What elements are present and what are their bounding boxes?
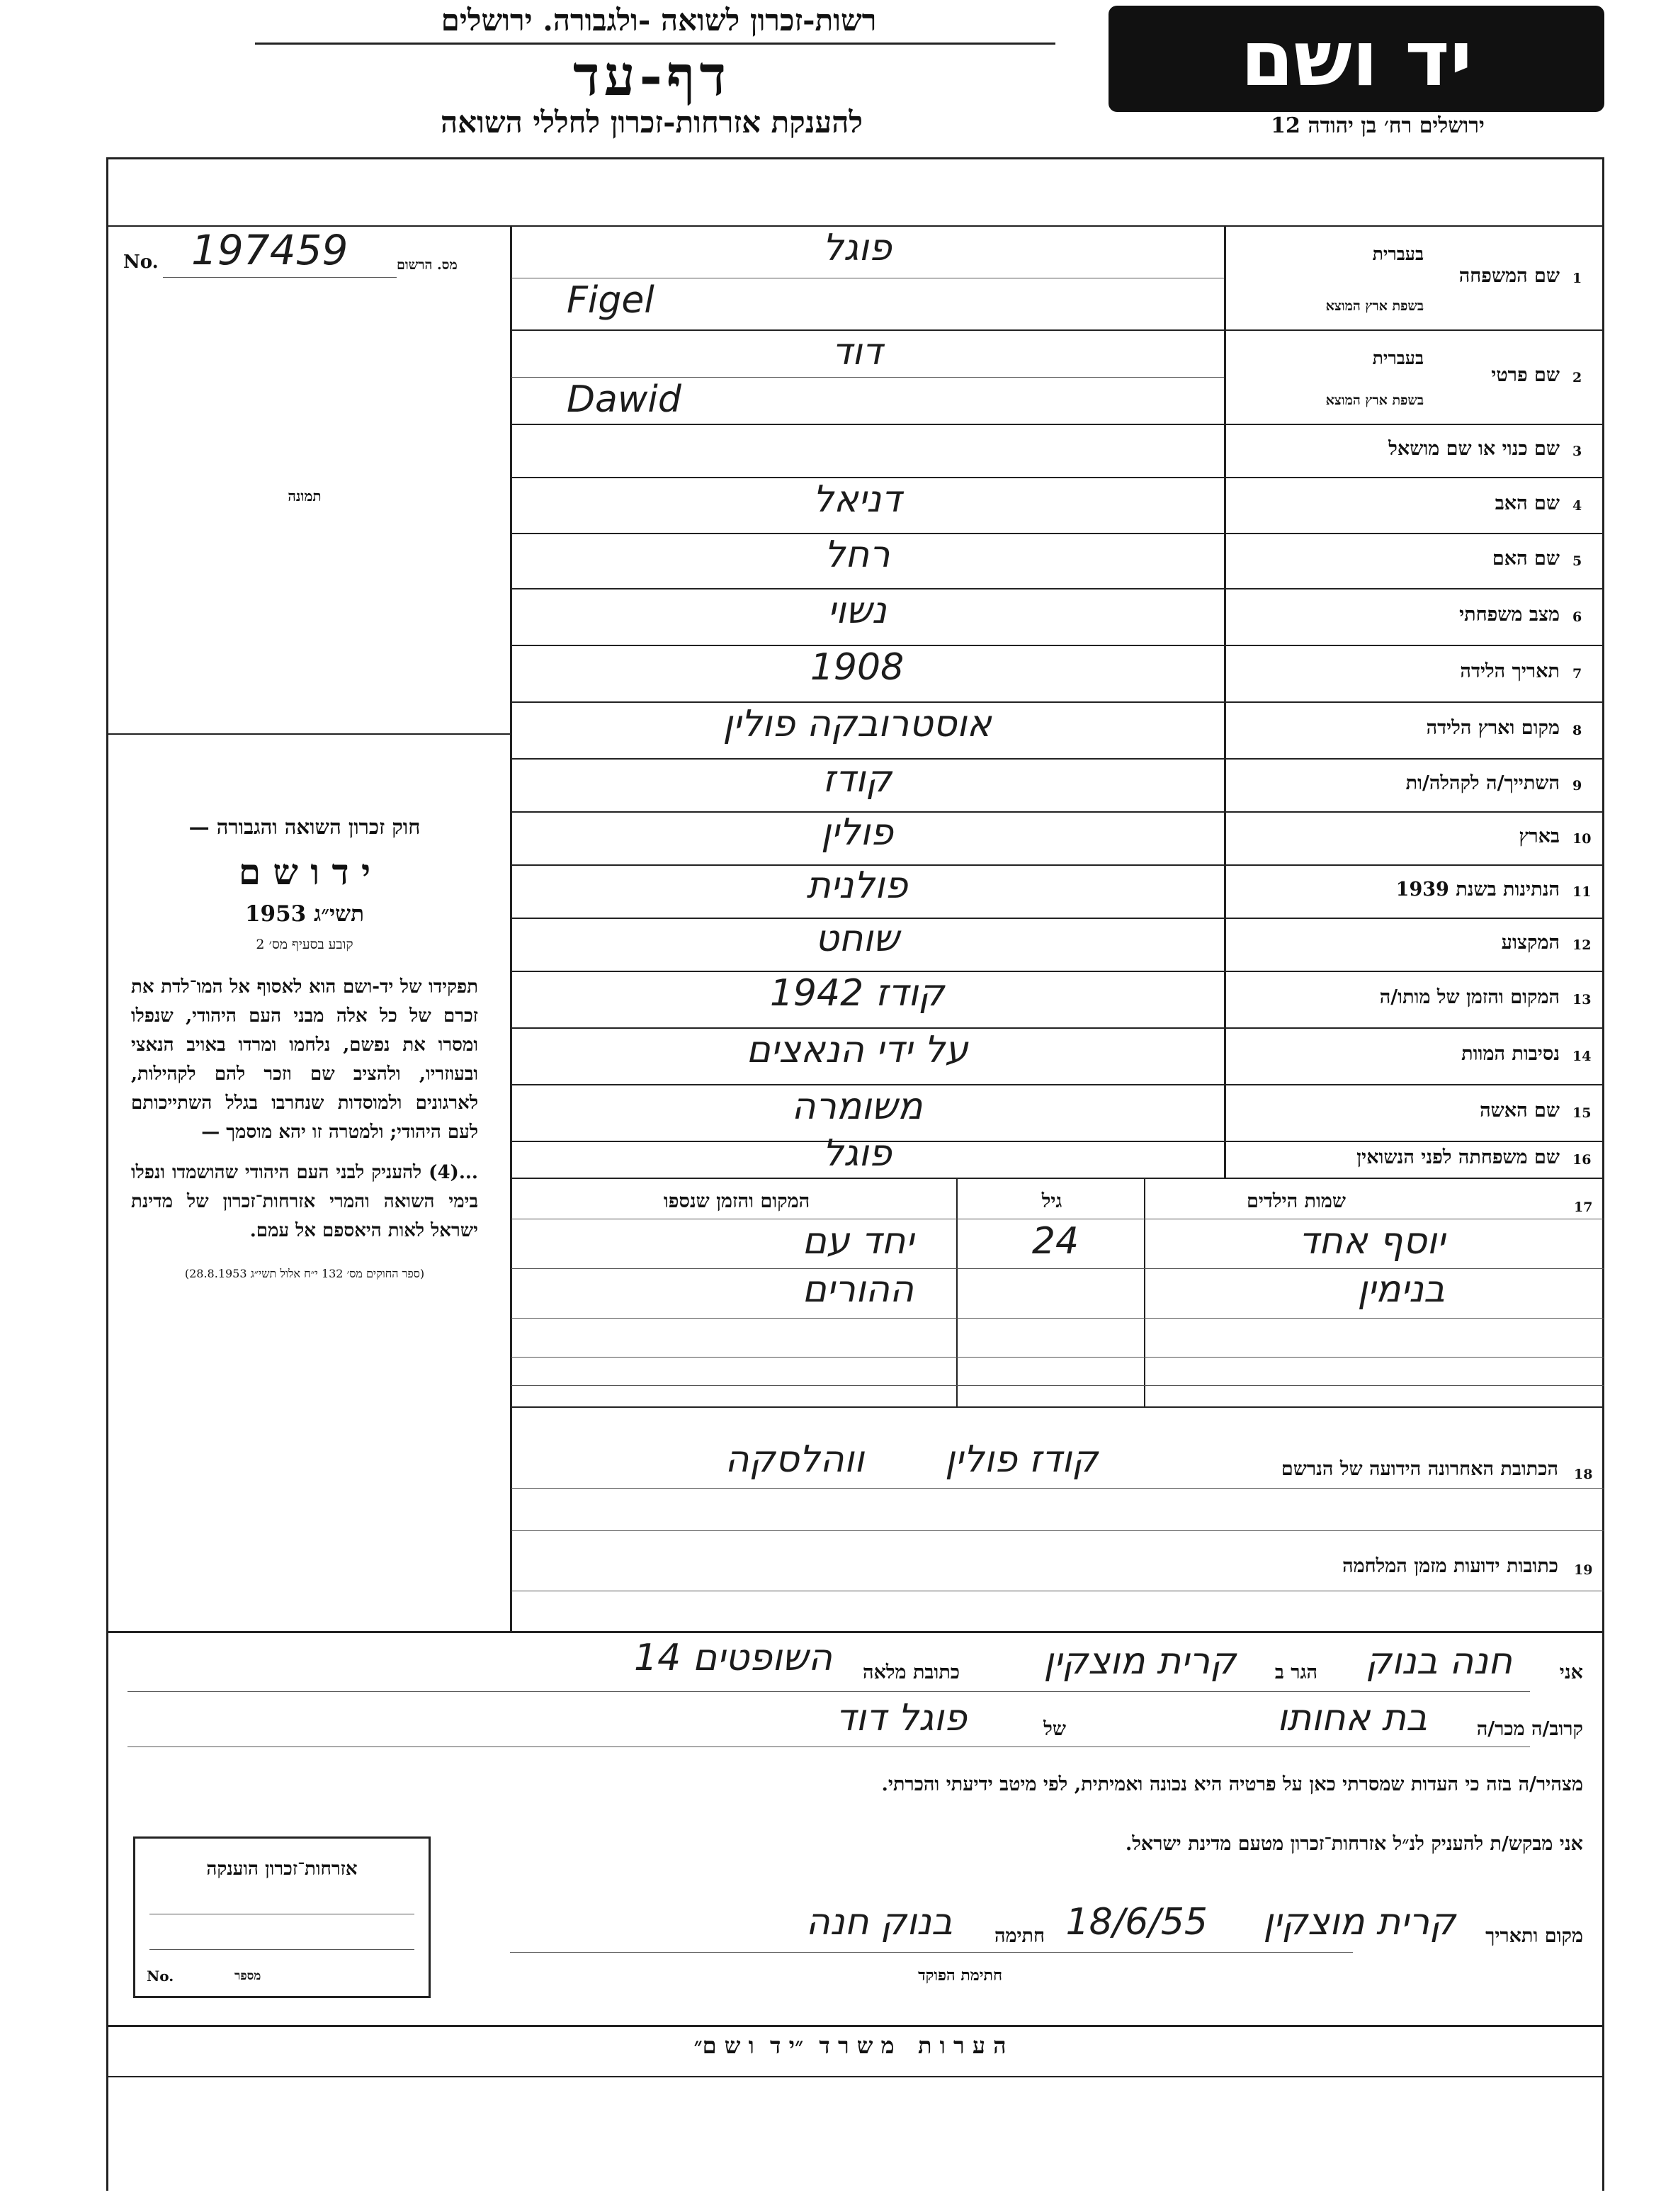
child-1-name: יוסף אחד [1298, 1220, 1445, 1263]
field-value: פוגל [822, 227, 892, 269]
field-number: 3 [1572, 443, 1582, 459]
declaration-rule-1 [127, 1691, 1530, 1692]
grant-box-rule-2 [149, 1949, 414, 1950]
field-value: דוד [832, 331, 883, 373]
field-value: שוחט [815, 917, 900, 960]
field-label: שם כנוי או שם מושאל [1388, 437, 1560, 460]
field-number: 10 [1572, 830, 1592, 847]
field-value: פוגל [822, 1132, 892, 1175]
field-value: פולנית [806, 864, 908, 907]
frame-top [106, 157, 1604, 159]
children-rule-4 [511, 1385, 1604, 1386]
signature-value: בנוק חנה [805, 1901, 953, 1943]
signature-label: חתימה [994, 1925, 1045, 1947]
field-sublabel-origin: בשפת ארץ המוצא [1325, 393, 1424, 408]
statement-request: אני מבקש/ת להעניק לנ״ל אזרחות־זכרון מטעם מדינת ישראל. [1125, 1833, 1583, 1855]
logo-text: יד ושם [1240, 14, 1473, 103]
field-label: נסיבות המוות [1461, 1043, 1560, 1065]
field-value: על ידי הנאצים [746, 1029, 968, 1071]
photo-label: תמונה [288, 487, 322, 504]
no-label: No. [123, 252, 159, 273]
grant-box [133, 1836, 431, 1998]
field-number: 5 [1572, 553, 1582, 569]
field-label: שם משפחתה לפני הנשואין [1356, 1146, 1560, 1168]
field-value: 1908 [810, 646, 905, 689]
last-address-label: הכתובת האחרונה הידועה של הנרשם [1281, 1458, 1558, 1480]
declarant-name: חנה בנוק [1365, 1640, 1512, 1683]
field-number: 16 [1572, 1152, 1592, 1168]
field-label: שם פרטי [1491, 363, 1560, 386]
authority-line: רשות-זכרון לשואה -ולגבורה. ירושלים [441, 3, 877, 38]
children-divider-1 [1144, 1178, 1145, 1406]
law-body: תפקידו של יד-ושם הוא לאסוף אל המו־לדת את זכרם של כל אלה מבני העם היהודי, שנפלו ומסרו את נפשם, נלחמו ומרדו באויב הנאצי ובעוזריו, ולהציב שם וזכר להם לקהילות, לארגונים ולמוסדות שנחרבו בגלל השתייכותם לעם היהודי; ולמטרה זו יהא מוסמך — [131, 976, 478, 1143]
field-label: שם האשה [1480, 1100, 1560, 1122]
grant-no-label: No. [147, 1968, 174, 1985]
child-2-name: בנימין [1357, 1268, 1445, 1311]
field-value: רחל [824, 534, 890, 576]
field-value: אוסטרובקה פולין [722, 703, 992, 745]
field-label: שם המשפחה [1458, 264, 1560, 287]
rule-remarks-bottom [106, 2076, 1604, 2077]
statement-truth: מצהיר/ה בזה כי העדות שמסרתי כאן על פרטיה היא נכונה ואמיתית, לפי מיטב ידיעתי והכרתי. [881, 1773, 1583, 1795]
field-value-origin: Figel [567, 278, 654, 322]
registration-label: מס. הרשום [397, 257, 458, 273]
field-label: מקום וארץ הלידה [1426, 717, 1560, 739]
divider-left-col [510, 225, 512, 1632]
field-value: דניאל [812, 478, 902, 521]
field-label: השתייך/ה לקהלה/ות [1405, 772, 1560, 794]
children-rule-3 [511, 1357, 1604, 1358]
place-date-label: מקום ותאריך [1485, 1925, 1583, 1947]
child-2-place: ההורים [802, 1268, 914, 1311]
office-remarks: ה ע ר ו ת מ ש ר ד ״י ד ו ש ם״ [693, 2032, 1007, 2059]
last-address-value-street: ווהלסקה [725, 1438, 864, 1481]
field-number: 6 [1572, 609, 1582, 625]
field-label: הנתינות בשנת 1939 [1395, 878, 1560, 901]
address-rule-2 [511, 1530, 1604, 1531]
child-1-place: יחד עם [802, 1220, 914, 1263]
date-value: 18/6/55 [1065, 1901, 1208, 1943]
field-number: 13 [1572, 992, 1592, 1008]
field-sublabel-hebrew: בעברית [1372, 244, 1424, 264]
declarant-street: השופטים 14 [633, 1637, 832, 1679]
field-number: 4 [1572, 497, 1582, 514]
field-value: משומרה [791, 1085, 923, 1128]
resident-label: הגר ב [1274, 1661, 1317, 1683]
law-clause: ...(4) להעניק לבני העם היהודי שהושמדו ונפלו בימי השואה והמרי אזרחות־זכרון של מדינת ישראל לאות היאספם אל עמם. [131, 1162, 478, 1241]
field-number: 15 [1572, 1105, 1592, 1121]
rule-photo-bottom [106, 733, 511, 735]
law-citation: (ספר החוקים מס׳ 132 י״ח אלול תשי״ג 28.8.1953) [184, 1267, 425, 1280]
field-number-17: 17 [1574, 1200, 1593, 1215]
field-number: 9 [1572, 777, 1582, 794]
ani-label: אני [1559, 1661, 1583, 1683]
address-line: ירושלים רח׳ בן יהודה 12 [1271, 113, 1485, 138]
field-value: קודז [822, 757, 892, 801]
of-label: של [1043, 1718, 1066, 1740]
declaration-rule-3 [510, 1952, 1353, 1953]
field-sublabel-hebrew: בעברית [1372, 348, 1424, 368]
children-age-header: גיל [1041, 1190, 1062, 1212]
law-section: קובע בסעיף מס׳ 2 [256, 937, 353, 952]
child-1-age: 24 [1031, 1220, 1079, 1263]
field-label: תאריך הלידה [1460, 660, 1560, 682]
address-rule-1 [511, 1488, 1604, 1489]
full-address-label: כתובת מלאה [863, 1661, 960, 1683]
children-divider-2 [956, 1178, 958, 1406]
registration-number: 197459 [191, 226, 348, 274]
field-value: פולין [821, 811, 893, 854]
relation-value: בת אחותו [1276, 1697, 1427, 1739]
law-panel [131, 815, 478, 1281]
field-label: שם האב [1495, 492, 1560, 514]
place-value: קרית מוצקין [1263, 1901, 1456, 1943]
relative-label: קרוב/ה מכר/ה [1476, 1718, 1583, 1740]
of-name-value: פוגל דוד [835, 1697, 967, 1739]
registration-line [163, 277, 397, 278]
field-label: המקום והזמן של מותו/ה [1379, 986, 1560, 1008]
field-number: 1 [1572, 270, 1582, 286]
yad-vashem-logo [1109, 6, 1604, 112]
field-number-18: 18 [1574, 1467, 1593, 1482]
law-heading: חוק זכרון השואה והגבורה — [188, 815, 421, 839]
children-rule-2 [511, 1318, 1604, 1319]
document-subtitle: להענקת אזרחות-זכרון לחללי השואה [440, 105, 863, 140]
field-label: מצב משפחתי [1459, 604, 1560, 626]
children-place-header: המקום והזמן שנספו [663, 1190, 810, 1212]
field-number: 7 [1572, 666, 1582, 682]
field-number-19: 19 [1574, 1562, 1593, 1578]
field-number: 14 [1572, 1049, 1592, 1064]
officer-signature-label: חתימת הפוקד [918, 1966, 1002, 1985]
field-midline [511, 377, 1224, 378]
field-label: בארץ [1519, 825, 1560, 847]
declarant-city: קרית מוצקין [1043, 1640, 1236, 1683]
rule-declaration-bottom [106, 2025, 1604, 2027]
field-number: 12 [1572, 937, 1592, 953]
field-number: 11 [1572, 884, 1592, 900]
field-value: נשוי [827, 589, 887, 632]
field-row-divider [511, 1178, 1604, 1179]
law-year: תשי״ג 1953 [244, 901, 365, 927]
field-label: שם האם [1492, 548, 1560, 570]
document-title: דף-עד [573, 44, 730, 108]
field-row-divider [511, 424, 1604, 425]
grant-no-he: מספר [234, 1969, 261, 1983]
field-value-origin: Dawid [567, 378, 681, 421]
wartime-address-label: כתובות ידועות מזמן המלחמה [1342, 1555, 1558, 1577]
field-number: 2 [1572, 369, 1582, 385]
field-value: קודז 1942 [769, 972, 945, 1015]
rule-children-bottom [511, 1406, 1604, 1408]
last-address-value: קודז פולין [945, 1438, 1098, 1481]
field-number: 8 [1572, 723, 1582, 738]
law-name: י ד ו ש ם [238, 851, 371, 893]
field-sublabel-origin: בשפת ארץ המוצא [1325, 298, 1424, 314]
children-names-header: שמות הילדים [1246, 1190, 1347, 1212]
field-label: המקצוע [1501, 931, 1560, 954]
grant-box-title: אזרחות־זכרון הוענקה [206, 1858, 358, 1880]
registration-number-row [120, 226, 503, 280]
